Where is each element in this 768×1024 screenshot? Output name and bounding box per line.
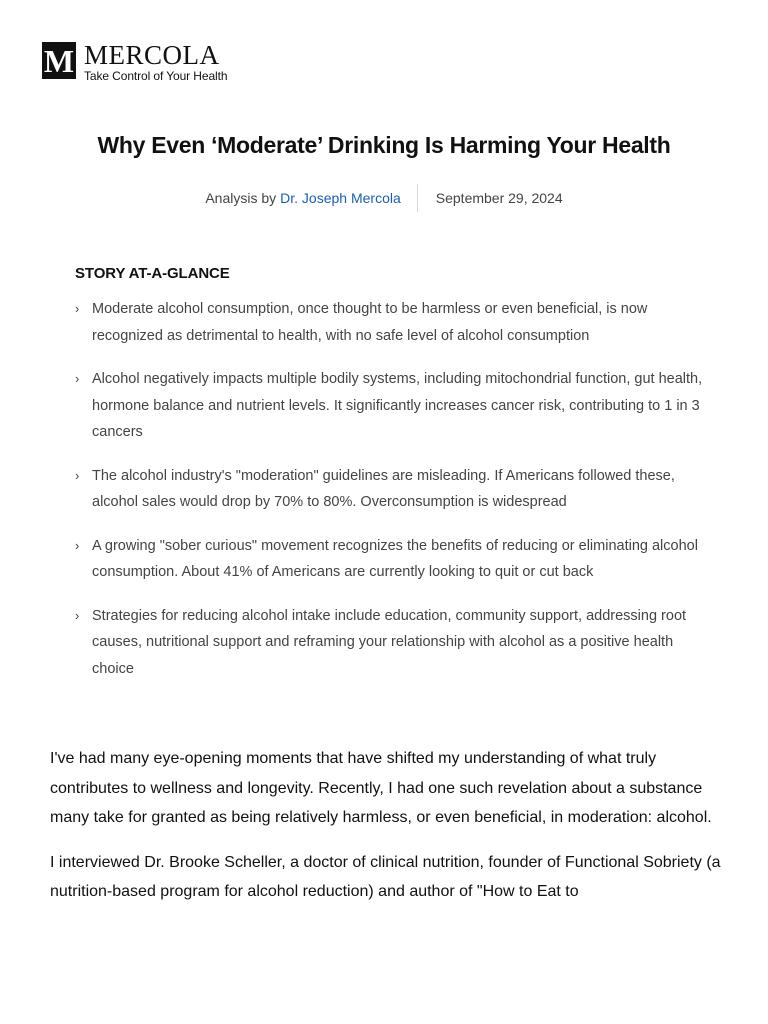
body-paragraph: I interviewed Dr. Brooke Scheller, a doctor of clinical nutrition, founder of Functional Sobriety (a nutrition-based program for alcohol reduction) and author of "How to Eat to (50, 853, 721, 900)
mercola-logo[interactable] (42, 42, 227, 83)
chevron-right-icon: › (75, 537, 80, 553)
publish-date: September 29, 2024 (435, 190, 563, 206)
glance-item (75, 603, 705, 683)
logo-tagline: Take Control of Your Health (84, 69, 228, 83)
glance-item-text: Moderate alcohol consumption, once thought to be harmless or even beneficial, is now recognized as detrimental to health, with no safe level of alcohol consumption (92, 301, 648, 344)
glance-item-text: The alcohol industry's "moderation" guidelines are misleading. If Americans followed these, alcohol sales would drop by 70% to 80%. Overconsumption is widespread (92, 467, 675, 510)
logo-name: MERCOLA (84, 40, 220, 70)
glance-heading: STORY AT-A-GLANCE (75, 265, 230, 282)
chevron-right-icon: › (75, 607, 80, 623)
glance-item-text: A growing "sober curious" movement recognizes the benefits of reducing or eliminating alcohol consumption. About 41% of Americans are currently looking to quit or cut back (92, 537, 698, 580)
glance-list (75, 296, 705, 699)
chevron-right-icon: › (75, 371, 80, 386)
chevron-right-icon: › (75, 301, 80, 316)
article-body (50, 744, 722, 922)
byline-divider (417, 184, 418, 212)
logo-text (84, 42, 227, 83)
byline-prefix: Analysis by (205, 190, 277, 206)
article-title: Why Even ‘Moderate’ Drinking Is Harming Your Health (97, 132, 671, 158)
body-paragraph: I've had many eye-opening moments that have shifted my understanding of what truly contributes to wellness and longevity. Recently, I had one such revelation about a substance many take for granted as being relatively harmless, or even beneficial, in moderation: alcohol. (50, 750, 712, 826)
glance-item (75, 296, 705, 349)
glance-item-text: Strategies for reducing alcohol intake include education, community support, addressing root causes, nutritional support and reframing your relationship with alcohol as a positive health choice (92, 607, 687, 677)
byline (0, 184, 768, 212)
glance-item (75, 533, 705, 586)
chevron-right-icon: › (75, 467, 80, 483)
glance-item-text: Alcohol negatively impacts multiple bodily systems, including mitochondrial function, gut health, hormone balance and nutrient levels. It significantly increases cancer risk, contributing to 1 in 3 cancers (92, 371, 703, 440)
glance-item (75, 366, 705, 446)
logo-mark: M (43, 43, 75, 79)
author-link[interactable]: Dr. Joseph Mercola (280, 190, 401, 206)
glance-item (75, 463, 705, 516)
